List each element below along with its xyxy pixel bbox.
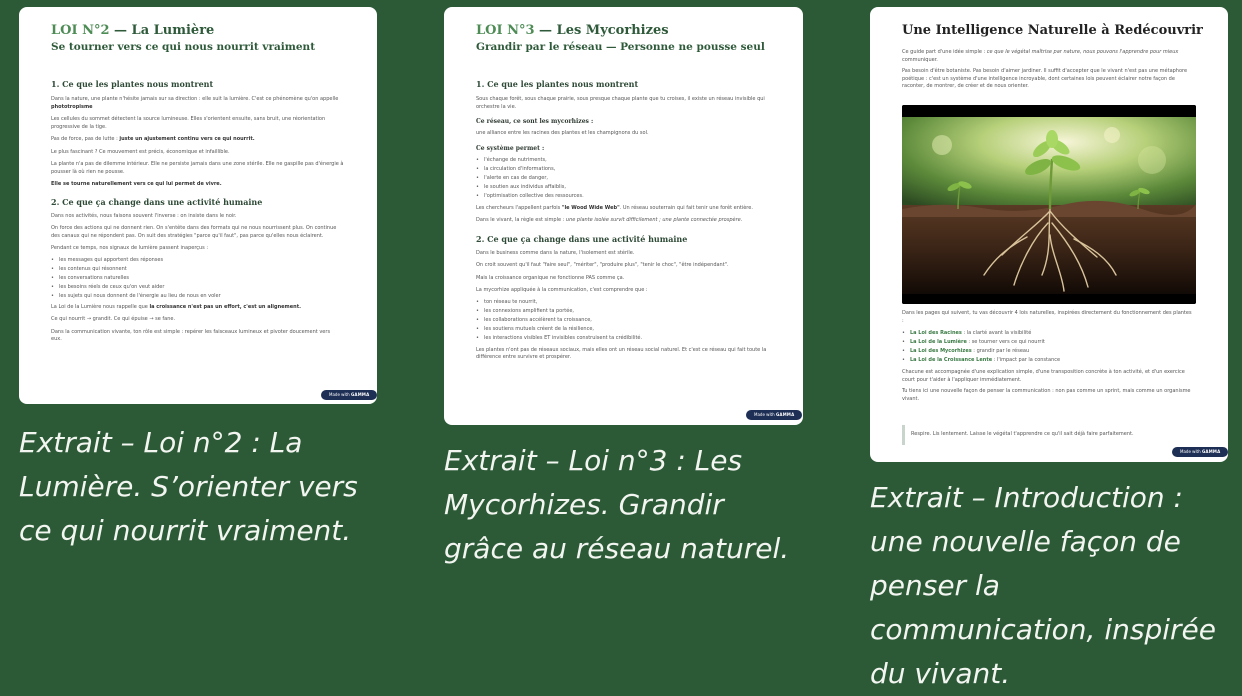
paragraph: Les chercheurs l'appellent parfois "le Wood Wide Web". Un réseau souterrain qui fait tenir une forêt entière. [476,204,753,211]
list-item: • La Loi de la Lumière : se tourner vers ce qui nourrit [902,338,1202,347]
paragraph: Tu tiens ici une nouvelle façon de penser la communication : non pas comme un sprint, mais comme un organisme [902,388,1191,394]
section-heading: 1. Ce que les plantes nous montrent [51,79,214,89]
paragraph: communiquer. [902,56,938,63]
list-item: • La Loi de la Croissance Lente : l'impact par la constance [902,356,1202,365]
paragraph-bold: phototropisme [51,103,93,110]
made-with-gamma-badge[interactable]: Made with GAMMA [321,390,377,400]
paragraph: des canaux qui ne répondent pas. On suit des stratégies "parce qu'il faut", pas parce qu'elles nous éclairent. [51,232,324,239]
card-subtitle: Se tourner vers ce qui nous nourrit vraiment [51,41,316,53]
quote-bar [902,425,905,445]
paragraph: Dans la nature, une plante n'hésite jamais sur sa direction : elle suit la lumière. C'est ce phénomène qu'on appelle [51,96,339,102]
paragraph: Dans nos activités, nous faisons souvent l'inverse : on insiste dans le noir. [51,212,237,219]
paragraph: Les cellules du sommet détectent la source lumineuse. Elles s'orientent ensuite, sans bruit, une réorientation [51,116,326,122]
list-item: • les besoins réels de ceux qu'on veut aider [51,283,345,292]
paragraph: Sous chaque forêt, sous chaque prairie, sous presque chaque plante que tu croises, il existe un réseau invisible qui [476,96,765,102]
bullet-list [51,256,345,301]
list-item: • les collaborations accélèrent ta croissance, [476,316,771,325]
section-heading: 1. Ce que les plantes nous montrent [476,79,639,89]
list-item: • les sujets qui nous donnent de l'énergie au lieu de nous en voler [51,292,345,301]
paragraph: Chacune est accompagnée d'une explication simple, d'une transposition concrète à ton activité, et d'un exercice [902,369,1185,375]
sub-heading: Ce système permet : [476,144,545,152]
seedling-roots-image [902,105,1196,304]
paragraph-bold: Elle se tourne naturellement vers ce qui lui permet de vivre. [51,181,222,187]
quote-text: Respire. Lis lentement. Laisse le végétal t'apprendre ce qu'il sait déjà faire parfaitement. [911,431,1134,437]
paragraph: Les plantes n'ont pas de réseaux sociaux, mais elles ont un réseau social naturel. Et c'est ce réseau qui fait toute la [476,346,767,353]
list-item: • le soutien aux individus affaiblis, [476,183,771,192]
list-item: • La Loi des Mycorhizes : grandir par le réseau [902,347,1202,356]
paragraph: différence entre survivre et prospérer. [476,354,572,360]
paragraph: Mais la croissance organique ne fonctionne PAS comme ça. [476,274,625,281]
paragraph: une alliance entre les racines des plantes et les champignons du sol. [476,130,649,136]
paragraph: raconter, de montrer, de créer et de nous orienter. [902,83,1029,89]
laws-list [902,329,1202,365]
card-title: LOI N°2 — La Lumière [51,23,215,38]
card-title: LOI N°3 — Les Mycorhizes [476,23,669,38]
paragraph: vivant. [902,395,920,402]
paragraph: La Loi de la Lumière nous rappelle que la croissance n'est pas un effort, c'est un alignement. [51,303,301,310]
paragraph: Pas de force, pas de lutte : juste un ajustement continu vers ce qui nourrit. [51,136,255,142]
paragraph: Dans le business comme dans la nature, l'isolement est stérile. [476,249,635,256]
list-item: • les messages qui apportent des réponses [51,256,345,265]
paragraph: Ce guide part d'une idée simple : ce que le végétal maîtrise par nature, nous pouvons l'apprendre pour mieux [902,49,1179,55]
paragraph: La mycorhize appliquée à la communication, c'est comprendre que : [476,287,648,293]
paragraph: Pendant ce temps, nos signaux de lumière passent inaperçus : [51,245,209,251]
paragraph: On force des actions qui ne donnent rien. On s'entête dans des formats qui ne nous nourrissent plus. On continue [51,225,337,231]
paragraph: progressive de la tige. [51,123,107,130]
list-item: • les soutiens mutuels créent de la résilience, [476,325,771,334]
bullet-list [476,156,771,201]
card-subtitle: Grandir par le réseau — Personne ne pousse seul [476,41,765,53]
list-item: • La Loi des Racines : la clarté avant la visibilité [902,329,1202,338]
list-item: • l'alerte en cas de danger, [476,174,771,183]
list-item: • l'optimisation collective des ressources. [476,192,771,201]
paragraph: Dans la communication vivante, ton rôle est simple : repérer les faisceaux lumineux et pivoter doucement vers [51,328,331,335]
bullet-list [476,298,771,343]
paragraph: Dans les pages qui suivent, tu vas découvrir 4 lois naturelles, inspirées directement du fonctionnement des plantes [902,310,1192,316]
list-item: • ton réseau te nourrit, [476,298,771,307]
list-item: • l'échange de nutriments, [476,156,771,165]
paragraph: : [902,317,904,324]
paragraph: poétique : c'est un système d'une intelligence incroyable, dont certaines lois peuvent éclairer notre façon de [902,75,1175,82]
paragraph: Dans le vivant, la règle est simple : une plante isolée survit difficilement ; une plante connectée prospère. [476,217,743,223]
paragraph: Le plus fascinant ? Ce mouvement est précis, économique et infaillible. [51,148,230,155]
paragraph: eux. [51,336,62,342]
caption-loi-3: Extrait – Loi n°3 : Les Mycorhizes. Grandir grâce au réseau naturel. [444,444,790,565]
caption-loi-2: Extrait – Loi n°2 : La Lumière. S’orienter vers ce qui nourrit vraiment. [19,426,358,547]
document-card-loi-2[interactable] [19,7,377,404]
caption-introduction: Extrait – Introduction : une nouvelle façon de penser la communication, inspirée du vivant. [870,481,1216,690]
list-item: • les connexions amplifient ta portée, [476,307,771,316]
card-title: Une Intelligence Naturelle à Redécouvrir [902,23,1203,38]
list-item: • les conversations naturelles [51,274,345,283]
section-heading: 2. Ce que ça change dans une activité humaine [476,233,688,244]
list-item: • la circulation d'informations, [476,165,771,174]
document-card-loi-3[interactable] [444,7,803,425]
made-with-gamma-badge[interactable]: Made with GAMMA [1172,447,1228,457]
list-item: • les interactions visibles ET invisibles construisent ta crédibilité. [476,334,771,343]
seedling-illustration [902,105,1196,304]
sub-heading: Ce réseau, ce sont les mycorhizes : [476,118,594,125]
paragraph: Ce qui nourrit → grandit. Ce qui épuise → se fane. [51,316,176,322]
paragraph: pousser là où rien ne pousse. [51,168,125,175]
paragraph: orchestre la vie. [476,103,517,110]
section-heading: 2. Ce que ça change dans une activité humaine [51,196,263,207]
paragraph: court pour t'aider à l'appliquer immédiatement. [902,376,1022,383]
made-with-gamma-badge[interactable]: Made with GAMMA [746,410,802,420]
list-item: • les contenus qui résonnent [51,265,345,274]
document-card-introduction[interactable] [870,7,1228,462]
paragraph: On croit souvent qu'il faut "faire seul", "mériter", "produire plus", "tenir le choc", "être indépendant". [476,262,729,268]
paragraph: Pas besoin d'être botaniste. Pas besoin d'aimer jardiner. Il suffit d'accepter que le vivant n'est pas une métaphore [902,68,1188,74]
paragraph: La plante n'a pas de dilemme intérieur. Elle ne persiste jamais dans une zone stérile. Elle ne gaspille pas d'énergie à [51,161,344,167]
intro-body [902,310,1202,403]
